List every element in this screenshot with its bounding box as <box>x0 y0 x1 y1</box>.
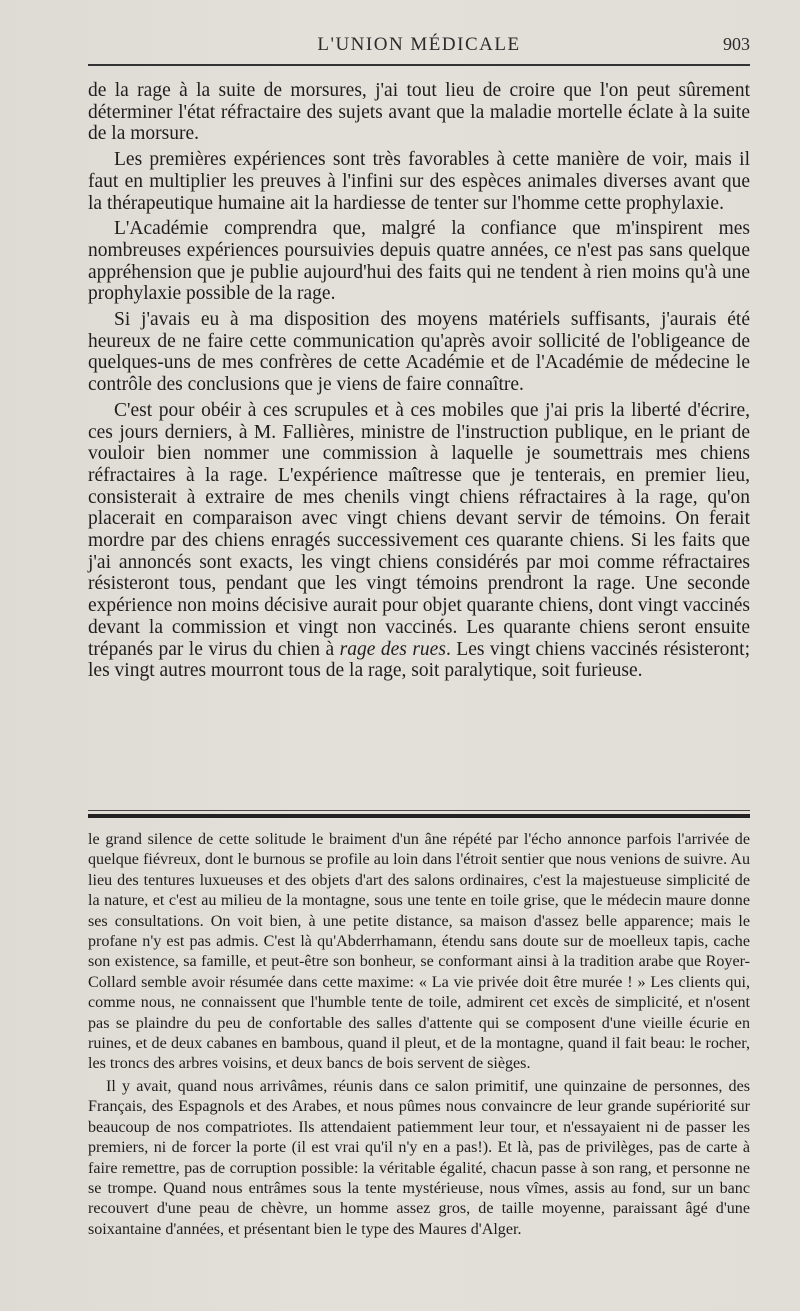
italic-phrase: rage des rues <box>339 638 446 660</box>
paragraph: Les premières expériences sont très favorables à cette manière de voir, mais il faut en multiplier les preuves à l'infini sur des espèces animales diverses avant que la thérapeutique humaine ait la hardiesse de tenter sur l'homme cette prophylaxie. <box>88 149 750 214</box>
divider-thin-rule <box>88 810 750 811</box>
feuilleton-section <box>88 830 750 1242</box>
paragraph: Si j'avais eu à ma disposition des moyens matériels suffisants, j'aurais été heureux de ne faire cette communication qu'après avoir sollicité de l'obligeance de quelques-uns de mes confrères de cette Académie et de l'Académie de médecine le contrôle des conclusions que je viens de faire connaître. <box>88 309 750 396</box>
feuilleton-paragraph: Il y avait, quand nous arrivâmes, réunis dans ce salon primitif, une quinzaine de personnes, des Français, des Espagnols et des Arabes, et nous pûmes nous convaincre de leur grande supériorité sur beaucoup de nos compatriotes. Ils attendaient patiemment leur tour, et n'essayaient ni de passer les premiers, ni de forcer la porte (il est vrai qu'il n'y en a pas!). Et là, pas de privilèges, pas de carte à faire remettre, pas de corruption possible: la véritable égalité, chacun passe à son rang, et personne ne se trompe. Quand nous entrâmes sous la tente mystérieuse, nous vîmes, assis au fond, sur un banc recouvert d'une peau de chèvre, un homme assez gros, de taille moyenne, paraissant âgé d'une soixantaine d'années, et présentant bien le type des Maures d'Alger. <box>88 1077 750 1238</box>
main-article <box>88 80 750 686</box>
page-number: 903 <box>723 34 750 54</box>
paragraph-tail: . Les vingt chiens vaccinés résisteront; les vingt autres mourront tous de la rage, soit paralytique, soit furieuse. <box>88 638 751 682</box>
divider-thick-rule <box>88 814 750 818</box>
running-title: L'UNION MÉDICALE <box>317 34 521 55</box>
feuilleton-paragraph: le grand silence de cette solitude le braiment d'un âne répété par l'écho annonce parfois l'arrivée de quelque fiévreux, dont le burnous se profile au loin dans l'étroit sentier que nous venions de suivre. Au lieu des tentures luxueuses et des objets d'art des salons ordinaires, c'est la majestueuse simplicité de la nature, et c'est au milieu de la montagne, sous une tente en toile grise, que le médecin maure donne ses consultations. On voit bien, à une petite distance, sa maison d'assez belle apparence; mais le profane n'y est pas admis. C'est là qu'Abderrhamann, étendu sans doute sur de moelleux tapis, cache son existence, sa famille, et peut-être son bonheur, se conformant ainsi à la tradition arabe que Royer-Collard semble avoir résumée dans cette maxime: « La vie privée doit être murée ! » Les clients qui, comme nous, ne connaissent que l'humble tente de toile, admirent cet excès de simplicité, et n'osent pas se plaindre du peu de confortable des salles d'attente qui se composent d'une vieille écurie en ruines, et de deux cabanes en bambous, quand il pleut, et de la montagne, quand il fait beau: le rocher, les troncs des arbres voisins, et deux bancs de bois servent de sièges. <box>88 831 750 1073</box>
paragraph: L'Académie comprendra que, malgré la confiance que m'inspirent mes nombreuses expériences poursuivies depuis quatre années, ce n'est pas sans quelque appréhension que je publie aujourd'hui des faits qui ne tendent à rien moins qu'à une prophylaxie possible de la rage. <box>88 218 750 305</box>
feuilleton-divider <box>88 810 750 822</box>
paragraph-text: C'est pour obéir à ces scrupules et à ces mobiles que j'ai pris la liberté d'écrire, ces jours derniers, à M. Fallières, ministre de l'instruction publique, en le priant de vouloir bien nommer une commission à laquelle je soumettrais mes chiens réfractaires à la rage. L'expérience maîtresse que je tenterais, en premier lieu, consisterait à extraire de mes chenils vingt chiens réfractaires à la rage, qu'on placerait en comparaison avec vingt chiens devant servir de témoins. On ferait mordre par des chiens enragés successivement ces quarante chiens. Si les faits que j'ai annoncés sont exacts, les vingt chiens considérés par moi comme réfractaires résisteront tous, pendant que les vingt témoins prendront la rage. Une seconde expérience non moins décisive aurait pour objet quarante chiens, dont vingt vaccinés devant la commission et vingt non vaccinés. Les quarante chiens seront ensuite trépanés par le virus du chien à <box>88 399 750 660</box>
paragraph <box>88 400 750 682</box>
header-rule <box>88 64 750 66</box>
page-header <box>88 34 750 60</box>
paragraph: de la rage à la suite de morsures, j'ai tout lieu de croire que l'on peut sûrement déterminer l'état réfractaire des sujets avant que la maladie mortelle éclate à la suite de la morsure. <box>88 80 750 145</box>
